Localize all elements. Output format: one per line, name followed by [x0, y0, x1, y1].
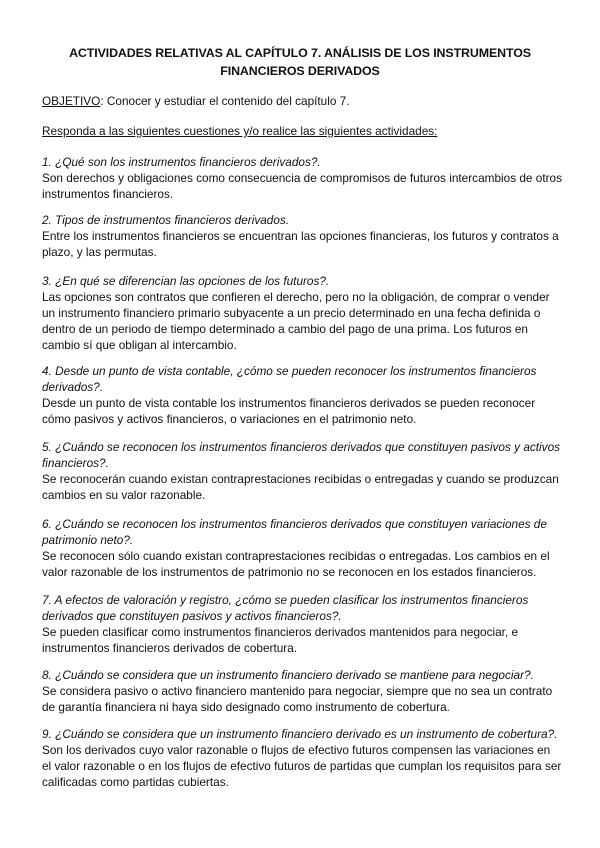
answer-7: Se pueden clasificar como instrumentos financieros derivados mantenidos para negociar, e instrumentos financieros derivados de cobertura. [42, 625, 519, 655]
qa-item-9 [42, 726, 562, 790]
objective-label: OBJETIVO [42, 94, 101, 108]
document-title: ACTIVIDADES RELATIVAS AL CAPÍTULO 7. ANÁLISIS DE LOS INSTRUMENTOS FINANCIEROS DERIVADOS [69, 46, 531, 78]
qa-item-6 [42, 516, 562, 580]
question-5: 5. ¿Cuándo se reconocen los instrumentos financieros derivados que constituyen pasivos y activos financieros?. [42, 440, 561, 470]
question-8: 8. ¿Cuándo se considera que un instrumento financiero derivado se mantiene para negociar?. [42, 668, 534, 682]
qa-item-2 [42, 212, 562, 260]
answer-3: Las opciones son contratos que confieren el derecho, pero no la obligación, de comprar o vender un instrumento financiero primario subyacente a un precio determinado en una fecha definida o dentro de un periodo de tiempo determinado a cambio del pago de una prima. Los futuros en cambio sí que obligan al intercambio. [42, 290, 550, 352]
question-7: 7. A efectos de valoración y registro, ¿cómo se pueden clasificar los instrumentos financieros derivados que constituyen pasivos y activos financieros?. [42, 593, 529, 623]
qa-item-8 [42, 667, 562, 715]
question-3: 3. ¿En qué se diferencian las opciones de los futuros?. [42, 274, 330, 288]
answer-5: Se reconocerán cuando existan contraprestaciones recibidas o entregadas y cuando se produzcan cambios en su valor razonable. [42, 472, 559, 502]
objective-text: : Conocer y estudiar el contenido del capítulo 7. [100, 94, 350, 108]
answer-2: Entre los instrumentos financieros se encuentran las opciones financieras, los futuros y contratos a plazo, y las permutas. [42, 229, 559, 259]
qa-item-3 [42, 273, 562, 353]
answer-1: Son derechos y obligaciones como consecuencia de compromisos de futuros intercambios de otros instrumentos financieros. [42, 171, 562, 201]
answer-8: Se considera pasivo o activo financiero mantenido para negociar, siempre que no sea un contrato de garantía financiera ni haya sido designado como instrumento de cobertura. [42, 684, 553, 714]
qa-item-7 [42, 592, 562, 656]
qa-item-4 [42, 363, 562, 427]
instructions-line: Responda a las siguientes cuestiones y/o realice las siguientes actividades: [42, 124, 438, 138]
question-4: 4. Desde un punto de vista contable, ¿cómo se pueden reconocer los instrumentos financieros derivados?. [42, 364, 537, 394]
objective-line [42, 94, 562, 109]
question-9: 9. ¿Cuándo se considera que un instrumento financiero derivado es un instrumento de cobertura?. [42, 727, 558, 741]
question-6: 6. ¿Cuándo se reconocen los instrumentos financieros derivados que constituyen variaciones de patrimonio neto?. [42, 517, 547, 547]
answer-6: Se reconocen sólo cuando existan contraprestaciones recibidas o entregadas. Los cambios en el valor razonable de los instrumentos de patrimonio no se reconocen en los estados financieros. [42, 549, 550, 579]
question-2: 2. Tipos de instrumentos financieros derivados. [42, 213, 290, 227]
question-1: 1. ¿Qué son los instrumentos financieros derivados?. [42, 155, 321, 169]
answer-9: Son los derivados cuyo valor razonable o flujos de efectivo futuros compensen las variaciones en el valor razonable o en los flujos de efectivo futuros de partidas que cumplan los requisitos para ser calificadas como partidas cubiertas. [42, 743, 562, 789]
qa-item-1 [42, 154, 562, 202]
qa-item-5 [42, 439, 562, 503]
answer-4: Desde un punto de vista contable los instrumentos financieros derivados se pueden reconocer cómo pasivos y activos financieros, o variaciones en el patrimonio neto. [42, 396, 536, 426]
